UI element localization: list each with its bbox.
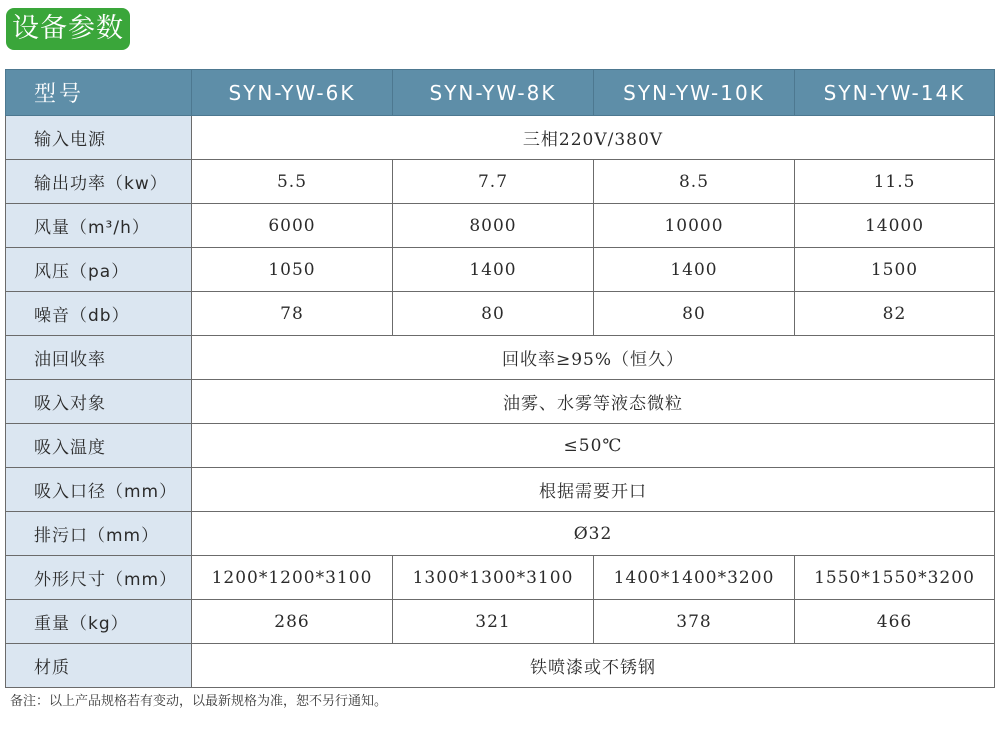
model-header-10k: SYN-YW-10K <box>594 70 795 116</box>
row-label: 材质 <box>6 644 192 688</box>
row-label: 输出功率（kw） <box>6 160 192 204</box>
row-label: 噪音（db） <box>6 292 192 336</box>
row-label: 排污口（mm） <box>6 512 192 556</box>
value-cell: 10000 <box>594 204 795 248</box>
value-cell: 1400 <box>594 248 795 292</box>
merged-value-cell: ≤50℃ <box>192 424 995 468</box>
value-cell: 78 <box>192 292 393 336</box>
table-row <box>6 556 995 600</box>
table-row <box>6 248 995 292</box>
row-label: 输入电源 <box>6 116 192 160</box>
row-label: 风压（pa） <box>6 248 192 292</box>
value-cell: 8000 <box>393 204 594 248</box>
table-row <box>6 336 995 380</box>
merged-value-cell: 回收率≥95%（恒久） <box>192 336 995 380</box>
table-row <box>6 160 995 204</box>
section-title: 设备参数 <box>6 8 130 50</box>
table-row <box>6 380 995 424</box>
table-row <box>6 468 995 512</box>
value-cell: 7.7 <box>393 160 594 204</box>
merged-value-cell: 铁喷漆或不锈钢 <box>192 644 995 688</box>
value-cell: 1400 <box>393 248 594 292</box>
merged-value-cell: Ø32 <box>192 512 995 556</box>
value-cell: 6000 <box>192 204 393 248</box>
row-label: 吸入对象 <box>6 380 192 424</box>
value-cell: 1500 <box>795 248 995 292</box>
value-cell: 14000 <box>795 204 995 248</box>
value-cell: 321 <box>393 600 594 644</box>
merged-value-cell: 油雾、水雾等液态微粒 <box>192 380 995 424</box>
row-label: 吸入口径（mm） <box>6 468 192 512</box>
value-cell: 1400*1400*3200 <box>594 556 795 600</box>
table-row <box>6 600 995 644</box>
model-header-8k: SYN-YW-8K <box>393 70 594 116</box>
value-cell: 82 <box>795 292 995 336</box>
spec-table-body <box>6 70 995 688</box>
table-row <box>6 292 995 336</box>
table-row <box>6 204 995 248</box>
merged-value-cell: 根据需要开口 <box>192 468 995 512</box>
table-row <box>6 644 995 688</box>
table-row <box>6 116 995 160</box>
row-label: 吸入温度 <box>6 424 192 468</box>
value-cell: 378 <box>594 600 795 644</box>
table-header-row <box>6 70 995 116</box>
value-cell: 1550*1550*3200 <box>795 556 995 600</box>
table-row <box>6 424 995 468</box>
value-cell: 80 <box>393 292 594 336</box>
value-cell: 5.5 <box>192 160 393 204</box>
value-cell: 11.5 <box>795 160 995 204</box>
value-cell: 1300*1300*3100 <box>393 556 594 600</box>
value-cell: 1050 <box>192 248 393 292</box>
value-cell: 286 <box>192 600 393 644</box>
merged-value-cell: 三相220V/380V <box>192 116 995 160</box>
value-cell: 80 <box>594 292 795 336</box>
value-cell: 8.5 <box>594 160 795 204</box>
table-row <box>6 512 995 556</box>
model-header-label: 型号 <box>6 70 192 116</box>
model-header-14k: SYN-YW-14K <box>795 70 995 116</box>
value-cell: 466 <box>795 600 995 644</box>
row-label: 重量（kg） <box>6 600 192 644</box>
spec-table <box>5 69 995 688</box>
row-label: 外形尺寸（mm） <box>6 556 192 600</box>
row-label: 油回收率 <box>6 336 192 380</box>
row-label: 风量（m³/h） <box>6 204 192 248</box>
footnote: 备注：以上产品规格若有变动，以最新规格为准，恕不另行通知。 <box>10 694 388 709</box>
value-cell: 1200*1200*3100 <box>192 556 393 600</box>
model-header-6k: SYN-YW-6K <box>192 70 393 116</box>
